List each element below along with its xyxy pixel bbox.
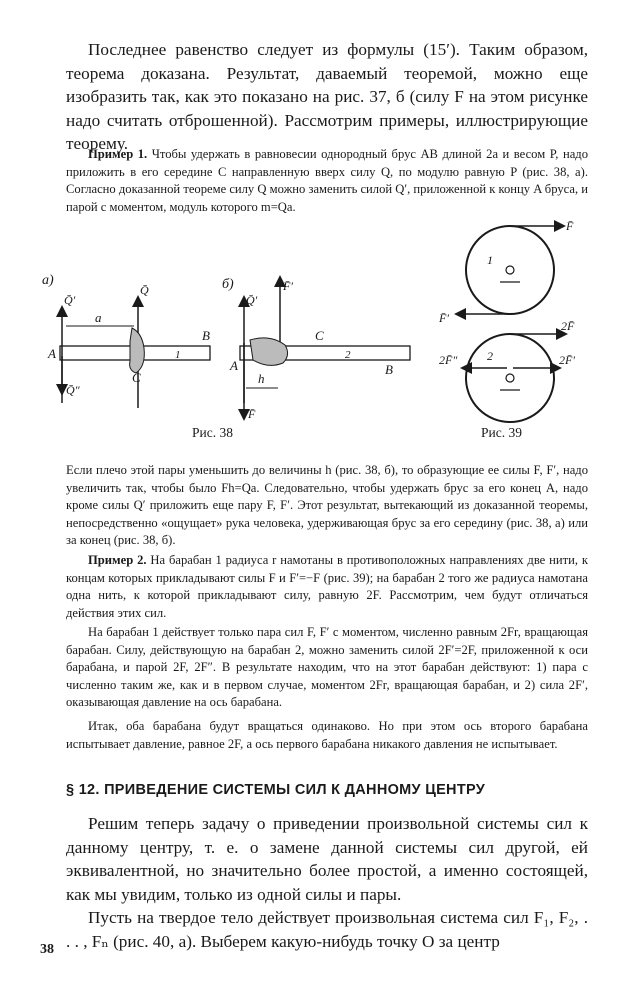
svg-text:B: B [202,328,210,343]
svg-text:F̄: F̄ [248,407,256,421]
svg-text:F̄′: F̄′ [439,311,449,325]
svg-text:1: 1 [487,253,493,267]
svg-text:a: a [95,310,102,325]
svg-text:C: C [132,370,141,385]
hand-b [250,338,288,366]
svg-text:Q̄: Q̄ [140,283,149,297]
svg-text:Q̄′: Q̄′ [246,293,258,307]
svg-text:h: h [258,371,265,386]
paragraph-after-figures: Если плечо этой пары уменьшить до величины h (рис. 38, б), то образующие ее силы F, F′, надо увеличить так, чтобы было Fh=Qa. Следовательно, чтобы удержать брус за его конец A, надо кроме силы Q′ приложить еще пару F, F′. Этот результат, вытекающий из доказанной теоремы, непосредственно «ощущает» рука человека, удерживающая брус за его середину (рис. 38, а) или за конец (рис. 38, б). [66,463,588,548]
paragraph-section-1: Решим теперь задачу о приведении произвольной системы сил к данному центру, т. е. о замене данной системы сил другой, ей эквивалентной, но значительно более простой, а именно состоящей, как мы увидим, только из одной силы и пары. [66,814,588,904]
example-2-label: Пример 2. [88,553,147,567]
svg-text:2: 2 [487,349,493,363]
hand-a [130,328,145,373]
paragraph-section-2: Пусть на твердое тело действует произвольная система сил F₁, F₂, . . . , Fₙ (рис. 40, а). Выберем какую-нибудь точку O за центр [66,908,588,951]
paragraph-intro: Последнее равенство следует из формулы (15′). Таким образом, теорема доказана. Результат, даваемый теоремой, можно еще изобразить так, как это показано на рис. 37, б (силу F на этом рисунке надо считать отброшенной). Рассмотрим примеры, иллюстрирующие теорему. [66,40,588,153]
figure-38-caption: Рис. 38 [192,425,233,440]
svg-text:2F̄′: 2F̄′ [559,353,575,367]
example-1 [66,146,588,216]
figure-38 [40,268,430,433]
page-number: 38 [40,942,54,957]
svg-text:A: A [230,358,238,373]
svg-text:F̄: F̄ [566,219,574,233]
figure-39 [435,218,585,428]
panel-a-label: а) [42,273,54,288]
example-1-text: Чтобы удержать в равновесии однородный брус AB длиной 2a и весом P, надо приложить в его середине C направленную вверх силу Q, по модулю равную P (рис. 38, а). Согласно доказанной теореме силу Q можно заменить силой Q′, приложенной к концу A бруса, и парой с моментом, модуль которого m=Qa. [66,147,588,214]
figure-39-caption: Рис. 39 [481,425,522,440]
example-1-label: Пример 1. [88,147,148,161]
svg-text:C: C [315,328,324,343]
svg-text:A: A [48,346,56,361]
svg-text:B: B [385,362,393,377]
panel-b-label: б) [222,277,234,292]
paragraph-drum: На барабан 1 действует только пара сил F, F′ с моментом, численно равным 2Fr, вращающая барабан. Силу, действующую на барабан 2, можно заменить силой 2F′=2F, приложенной к оси барабана, и парой 2F, 2F″. В результате находим, что на этот барабан действуют: 1) пара с численно таким же, как и в первом случае, моментом 2Fr, вращающая барабан, и 2) сила 2F′, оказывающая давление на ось барабана. [66,625,588,710]
svg-text:2: 2 [345,349,351,361]
svg-text:2F̄″: 2F̄″ [439,353,458,367]
example-2-text: На барабан 1 радиуса r намотаны в противоположных направлениях две нити, к концам которых прикладывают силы F и F′=−F (рис. 39); на барабан 2 того же радиуса намотана одна нить, к которой прикладывают силу, равную 2F. Рассмотрим, чем будут отличаться действия этих сил. [66,553,588,620]
paragraph-axis: Итак, оба барабана будут вращаться одинаково. Но при этом ось второго барабана испытывает давление, равное 2F, а ось первого барабана никакого давления не испытывает. [66,719,588,751]
svg-text:1: 1 [175,349,181,361]
svg-text:F̄′: F̄′ [283,279,293,293]
svg-text:2F̄: 2F̄ [561,319,575,333]
svg-text:Q̄′: Q̄′ [64,293,76,307]
example-2 [66,552,588,622]
section-heading: § 12. ПРИВЕДЕНИЕ СИСТЕМЫ СИЛ К ДАННОМУ ЦЕНТРУ [66,782,486,798]
svg-text:Q̄″: Q̄″ [66,383,80,397]
